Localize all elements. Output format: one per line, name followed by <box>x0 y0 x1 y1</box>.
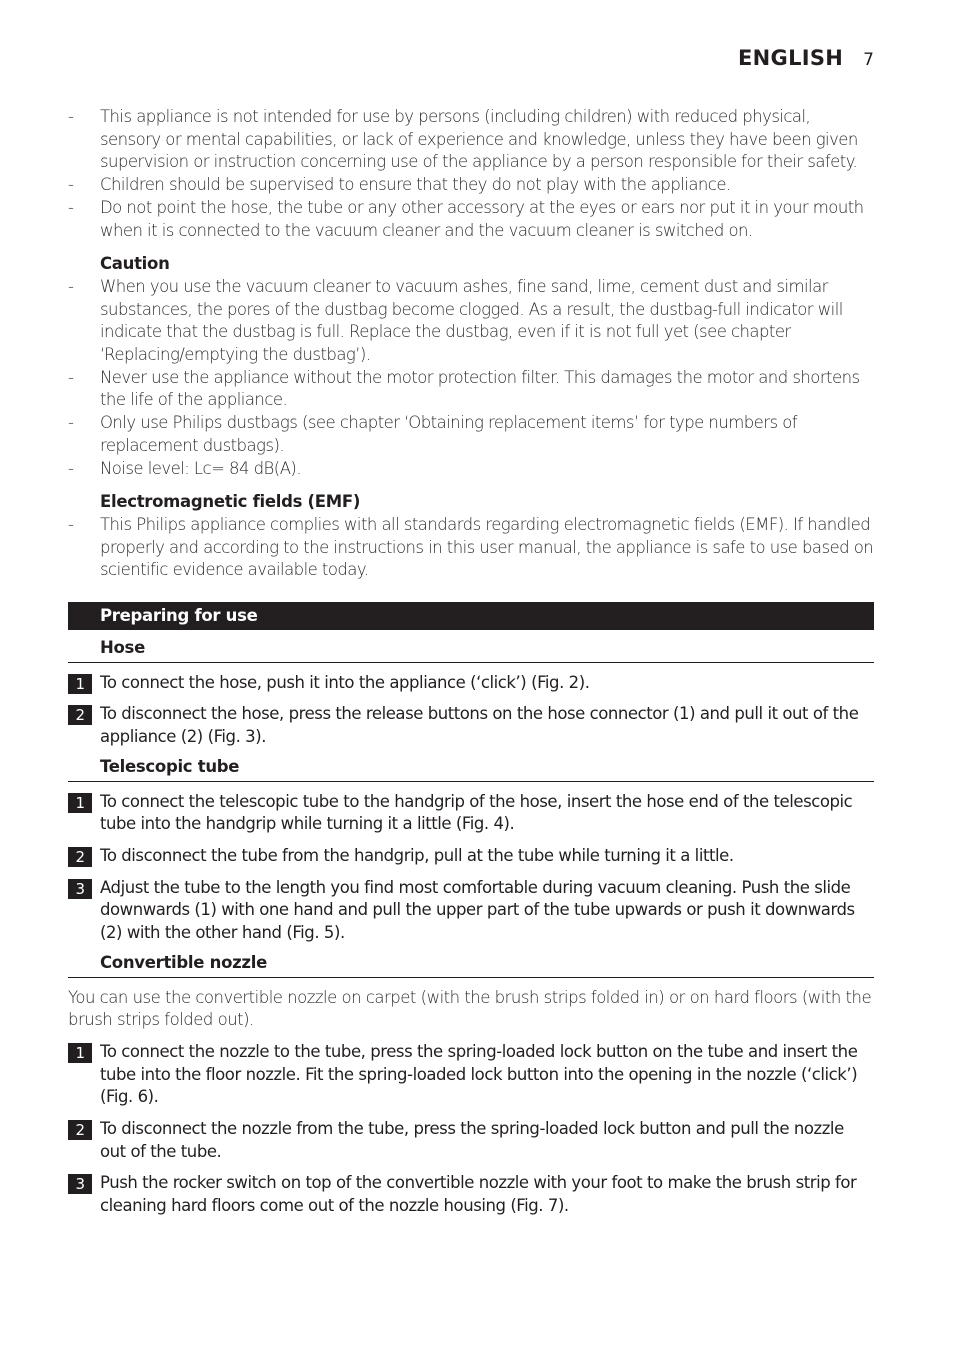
nozzle-section <box>68 952 874 1218</box>
step-number: 1 <box>68 674 92 694</box>
step-item: 1 To connect the telescopic tube to the handgrip of the hose, insert the hose end of the telescopic tube into the handgrip while turning it a little (Fig. 4). <box>68 791 874 836</box>
step-item: 1 To connect the nozzle to the tube, press the spring-loaded lock button on the tube and insert the tube into the floor nozzle. Fit the spring-loaded lock button into the opening in the nozzle (‘click’) (Fig. 6). <box>68 1041 874 1109</box>
step-number: 2 <box>68 705 92 725</box>
step-item: 2 To disconnect the hose, press the release buttons on the hose connector (1) and pull it out of the appliance (2) (Fig. 3). <box>68 703 874 748</box>
warning-item: - Children should be supervised to ensure that they do not play with the appliance. <box>68 175 731 195</box>
section-heading-preparing: Preparing for use <box>68 602 874 630</box>
step-number: 3 <box>68 1174 92 1194</box>
hose-heading: Hose <box>68 637 874 663</box>
tube-section <box>68 756 874 945</box>
emf-item: - This Philips appliance complies with all standards regarding electromagnetic fields (EMF). If handled properly and according to the instructions in this user manual, the appliance is safe to use based on scientific evidence available today. <box>68 514 874 580</box>
language-label: ENGLISH <box>738 46 844 70</box>
caution-item: - Never use the appliance without the motor protection filter. This damages the motor and shortens the life of the appliance. <box>68 367 860 410</box>
warning-item: - Do not point the hose, the tube or any other accessory at the eyes or ears nor put it in your mouth when it is connected to the vacuum cleaner and the vacuum cleaner is switched on. <box>68 197 864 240</box>
step-number: 1 <box>68 1043 92 1063</box>
step-number: 2 <box>68 1120 92 1140</box>
caution-item: - Noise level: Lc= 84 dB(A). <box>68 458 302 478</box>
page-number: 7 <box>863 50 874 70</box>
caution-heading: Caution <box>100 254 170 274</box>
warning-item: - This appliance is not intended for use by persons (including children) with reduced physical, sensory or mental capabilities, or lack of experience and knowledge, unless they have been given supervision or instruction concerning use of the appliance by a person responsible for their safety. <box>68 107 858 172</box>
tube-heading: Telescopic tube <box>68 756 874 782</box>
page-content <box>68 106 874 1218</box>
step-number: 3 <box>68 879 92 899</box>
caution-item: - Only use Philips dustbags (see chapter ‘Obtaining replacement items’ for type numbers of replacement dustbags). <box>68 413 798 455</box>
step-item: 2 To disconnect the tube from the handgrip, pull at the tube while turning it a little. <box>68 845 874 868</box>
nozzle-intro: You can use the convertible nozzle on carpet (with the brush strips folded in) or on hard floors (with the brush strips folded out). <box>68 987 872 1030</box>
emf-heading: Electromagnetic fields (EMF) <box>100 492 361 512</box>
step-item: 2 To disconnect the nozzle from the tube, press the spring-loaded lock button and pull the nozzle out of the tube. <box>68 1118 874 1163</box>
nozzle-heading: Convertible nozzle <box>68 952 874 978</box>
caution-item: - When you use the vacuum cleaner to vacuum ashes, fine sand, lime, cement dust and similar substances, the pores of the dustbag become clogged. As a result, the dustbag-full indicator will indicate that the dustbag is full. Replace the dustbag, even if it is not full yet (see chapter ‘Replacing/emptying the dustbag’). <box>68 276 843 365</box>
step-number: 2 <box>68 847 92 867</box>
page-header <box>738 46 874 70</box>
step-item: 1 To connect the hose, push it into the appliance (‘click’) (Fig. 2). <box>68 672 874 695</box>
hose-section <box>68 637 874 749</box>
step-item: 3 Adjust the tube to the length you find most comfortable during vacuum cleaning. Push the slide downwards (1) with one hand and pull the upper part of the tube upwards or push it downwards (2) with the other hand (Fig. 5). <box>68 877 874 945</box>
step-item: 3 Push the rocker switch on top of the convertible nozzle with your foot to make the brush strip for cleaning hard floors come out of the nozzle housing (Fig. 7). <box>68 1172 874 1217</box>
step-number: 1 <box>68 793 92 813</box>
